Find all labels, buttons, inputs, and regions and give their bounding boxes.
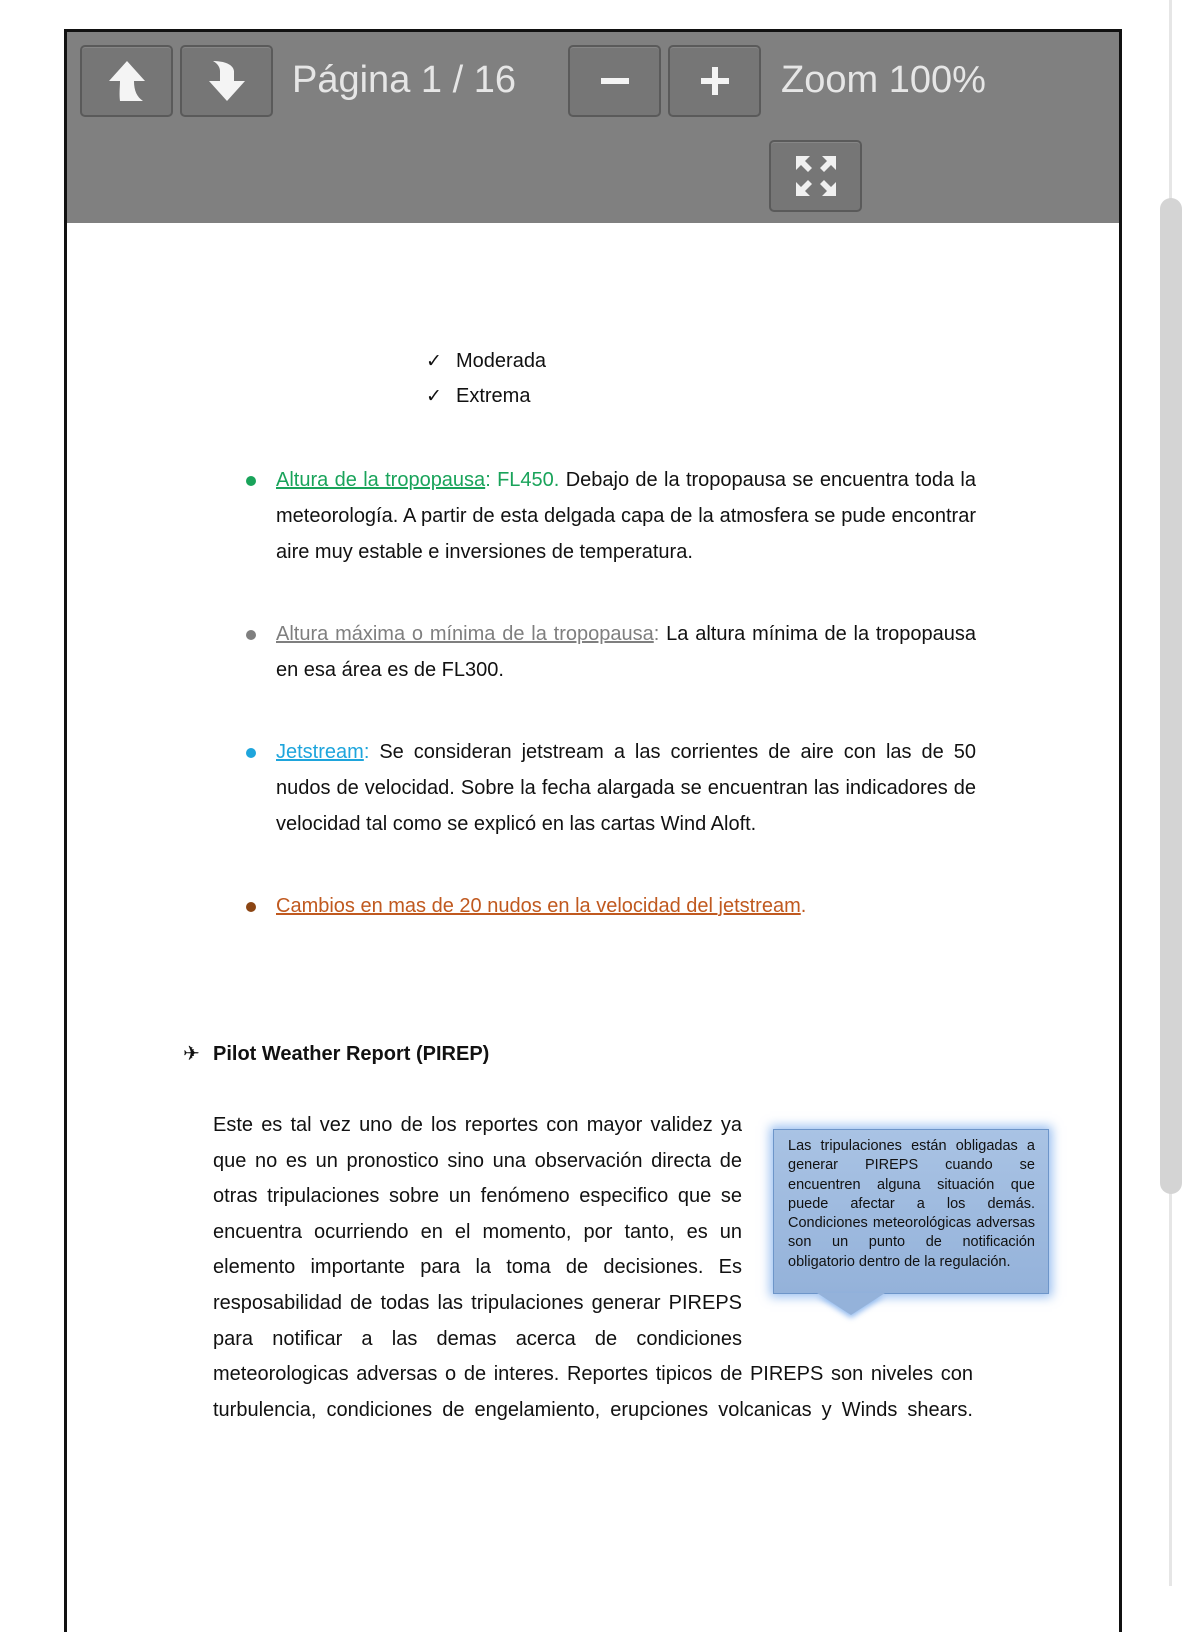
expand-icon [793,153,839,199]
check-item-label: Moderada [456,350,547,372]
bullet-link[interactable]: Cambios en mas de 20 nudos en la velocidad del jetstream [276,895,801,917]
pdf-viewer [64,29,1122,1632]
fullscreen-button[interactable] [769,140,862,212]
plus-icon [695,61,735,101]
bullet-link-suffix: : [653,623,660,645]
arrow-down-icon [203,57,251,105]
checkmark-icon: ✓ [426,351,442,372]
paragraph-line: para notificar a las demas acerca de condiciones [213,1327,742,1350]
next-page-button[interactable] [180,45,273,117]
bullet-text: Debajo de la tropopausa se encuentra toda la meteorología. A partir de esta delgada capa de la atmosfera se pude encontrar aire muy estable e inversiones de temperatura. [276,469,976,563]
bullet-item [276,734,976,842]
airplane-icon: ✈ [183,1043,200,1065]
bullet-link-suffix: : [363,741,370,763]
check-item-label: Extrema [456,385,531,407]
check-item [426,384,530,409]
minus-icon [595,61,635,101]
check-item [426,349,546,374]
callout-pointer [817,1293,885,1315]
section-heading [183,1042,489,1066]
bullet-dot-icon [246,476,256,486]
zoom-out-button[interactable] [568,45,661,117]
bullet-text: La altura mínima de la tropopausa en esa área es de FL300. [276,623,976,681]
checkmark-icon: ✓ [426,386,442,407]
page-indicator: Página 1 / 16 [292,59,516,101]
viewer-toolbar [67,32,1119,223]
zoom-in-button[interactable] [668,45,761,117]
paragraph-line: elemento importante para la toma de decisiones. Es [213,1256,742,1279]
bullet-item [276,888,976,924]
bullet-text: Se consideran jetstream a las corrientes de aire con las de 50 nudos de velocidad. Sobre la fecha alargada se encuentran las indicadores de velocidad tal como se explicó en las cartas Wind Aloft. [276,741,976,835]
bullet-dot-icon [246,902,256,912]
bullet-dot-icon [246,748,256,758]
paragraph-line: Este es tal vez uno de los reportes con mayor validez ya [213,1114,742,1136]
section-title: Pilot Weather Report (PIREP) [213,1043,490,1065]
paragraph-line: turbulencia, condiciones de engelamiento, erupciones volcanicas y Winds shears. [213,1398,973,1421]
bullet-item [276,462,976,570]
bullet-link[interactable]: Altura máxima o mínima de la tropopausa [276,623,654,645]
paragraph-line: resposabilidad de todas las tripulaciones generar PIREPS [213,1291,742,1314]
paragraph-line: meteorologicas adversas o de interes. Reportes tipicos de PIREPS son niveles con [213,1363,973,1386]
bullet-link-suffix: . [800,895,807,917]
zoom-level: Zoom 100% [781,59,986,101]
bullet-dot-icon [246,630,256,640]
arrow-up-icon [103,57,151,105]
scrollbar-thumb[interactable] [1160,198,1182,1194]
paragraph-line: encuentra ocurriendo en el momento, por tanto, es un [213,1220,742,1243]
bullet-link-suffix: : FL450. [485,469,560,491]
previous-page-button[interactable] [80,45,173,117]
bullet-link[interactable]: Altura de la tropopausa [276,469,486,491]
paragraph-line: otras tripulaciones sobre un fenómeno especifico que se [213,1185,742,1208]
paragraph-line: que no es un pronostico sino una observación directa de [213,1149,742,1172]
bullet-link[interactable]: Jetstream [276,741,364,763]
callout-box: Las tripulaciones están obligadas a generar PIREPS cuando se encuentren alguna situación que puede afectar a los demás. Condiciones meteorológicas adversas son un punto de notificación obligatorio dentro de la regulación. [773,1129,1049,1294]
bullet-item [276,616,976,688]
